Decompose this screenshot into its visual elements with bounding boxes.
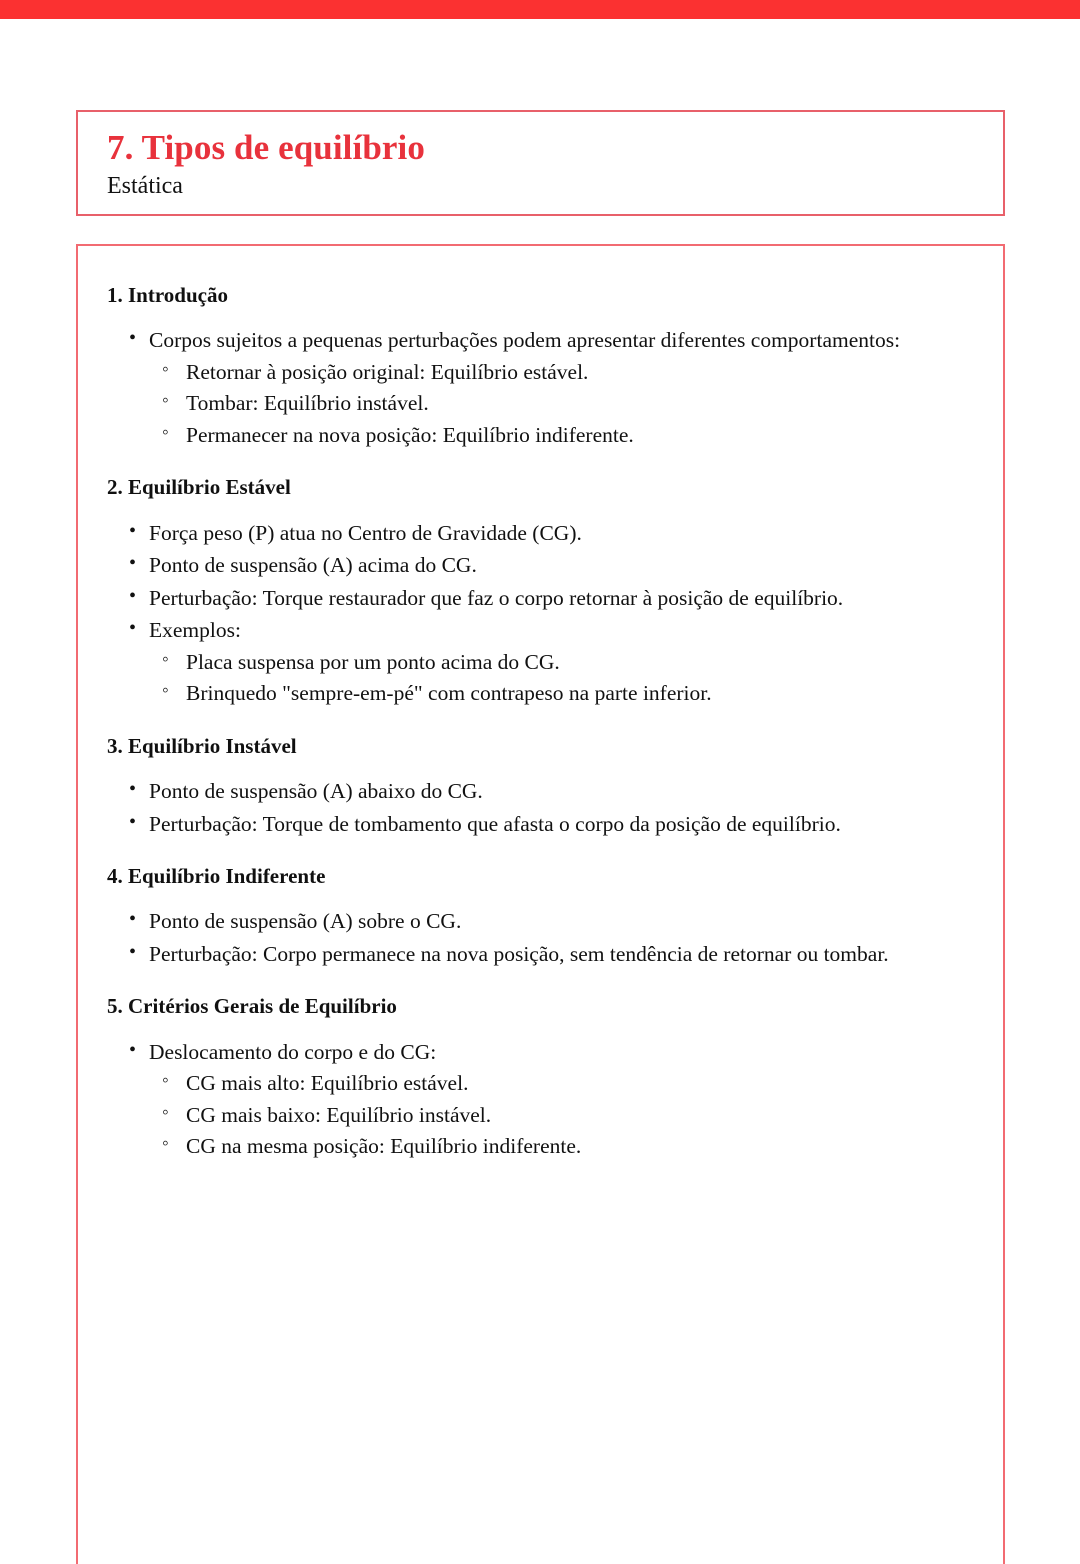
sub-bullet-list <box>149 647 977 709</box>
sub-list-item: ◦ Brinquedo "sempre-em-pé" com contrapeso na parte inferior. <box>149 678 977 709</box>
list-item-text: • Ponto de suspensão (A) acima do CG. <box>149 553 477 577</box>
list-item-text: • Exemplos: <box>149 618 241 642</box>
section-heading: 3. Equilíbrio Instável <box>107 733 297 758</box>
section-heading: 1. Introdução <box>107 283 228 307</box>
section-heading: 4. Equilíbrio Indiferente <box>107 864 326 889</box>
document-content-card <box>76 244 1005 1564</box>
sub-list-item: ◦ Retornar à posição original: Equilíbrio estável. <box>149 357 977 388</box>
header-inner <box>78 112 1003 201</box>
list-item <box>107 1037 977 1162</box>
top-accent-bar <box>0 0 1080 19</box>
list-item-text: • Força peso (P) atua no Centro de Gravidade (CG). <box>149 521 582 545</box>
sub-list-item: ◦ CG mais alto: Equilíbrio estável. <box>149 1068 977 1099</box>
sub-list-item: ◦ Tombar: Equilíbrio instável. <box>149 388 977 419</box>
page-title: 7. Tipos de equilíbrio <box>107 128 425 167</box>
list-item <box>107 809 977 840</box>
content-section <box>107 733 977 839</box>
sub-list-item: ◦ Placa suspensa por um ponto acima do CG. <box>149 647 977 678</box>
bullet-list <box>107 518 977 709</box>
list-item <box>107 583 977 614</box>
list-item-text: • Corpos sujeitos a pequenas perturbações podem apresentar diferentes comportamentos: <box>149 328 900 352</box>
sub-bullet-list <box>149 357 977 451</box>
content-section <box>107 863 977 969</box>
bullet-list <box>107 906 977 969</box>
bullet-list <box>107 325 977 450</box>
content-body <box>78 246 1003 1162</box>
sub-list-item: ◦ CG na mesma posição: Equilíbrio indiferente. <box>149 1131 977 1162</box>
list-item-text: • Deslocamento do corpo e do CG: <box>149 1040 436 1064</box>
sub-list-item: ◦ CG mais baixo: Equilíbrio instável. <box>149 1100 977 1131</box>
list-item <box>107 325 977 450</box>
list-item <box>107 776 977 807</box>
list-item-text: • Ponto de suspensão (A) sobre o CG. <box>149 909 461 933</box>
list-item-text: • Perturbação: Torque de tombamento que afasta o corpo da posição de equilíbrio. <box>149 812 841 836</box>
content-section <box>107 474 977 708</box>
document-header-card <box>76 110 1005 216</box>
sub-list-item: ◦ Permanecer na nova posição: Equilíbrio indiferente. <box>149 420 977 451</box>
section-heading: 2. Equilíbrio Estável <box>107 475 291 500</box>
content-section <box>107 282 977 450</box>
bullet-list <box>107 776 977 839</box>
list-item <box>107 518 977 549</box>
list-item <box>107 615 977 709</box>
page-subtitle: Estática <box>107 173 183 200</box>
bullet-list <box>107 1037 977 1162</box>
sub-bullet-list <box>149 1068 977 1162</box>
list-item <box>107 939 977 970</box>
content-section <box>107 993 977 1161</box>
list-item <box>107 550 977 581</box>
section-heading: 5. Critérios Gerais de Equilíbrio <box>107 994 397 1019</box>
list-item-text: • Perturbação: Corpo permanece na nova posição, sem tendência de retornar ou tombar. <box>149 942 889 966</box>
list-item-text: • Perturbação: Torque restaurador que faz o corpo retornar à posição de equilíbrio. <box>149 586 843 610</box>
list-item <box>107 906 977 937</box>
list-item-text: • Ponto de suspensão (A) abaixo do CG. <box>149 779 483 803</box>
